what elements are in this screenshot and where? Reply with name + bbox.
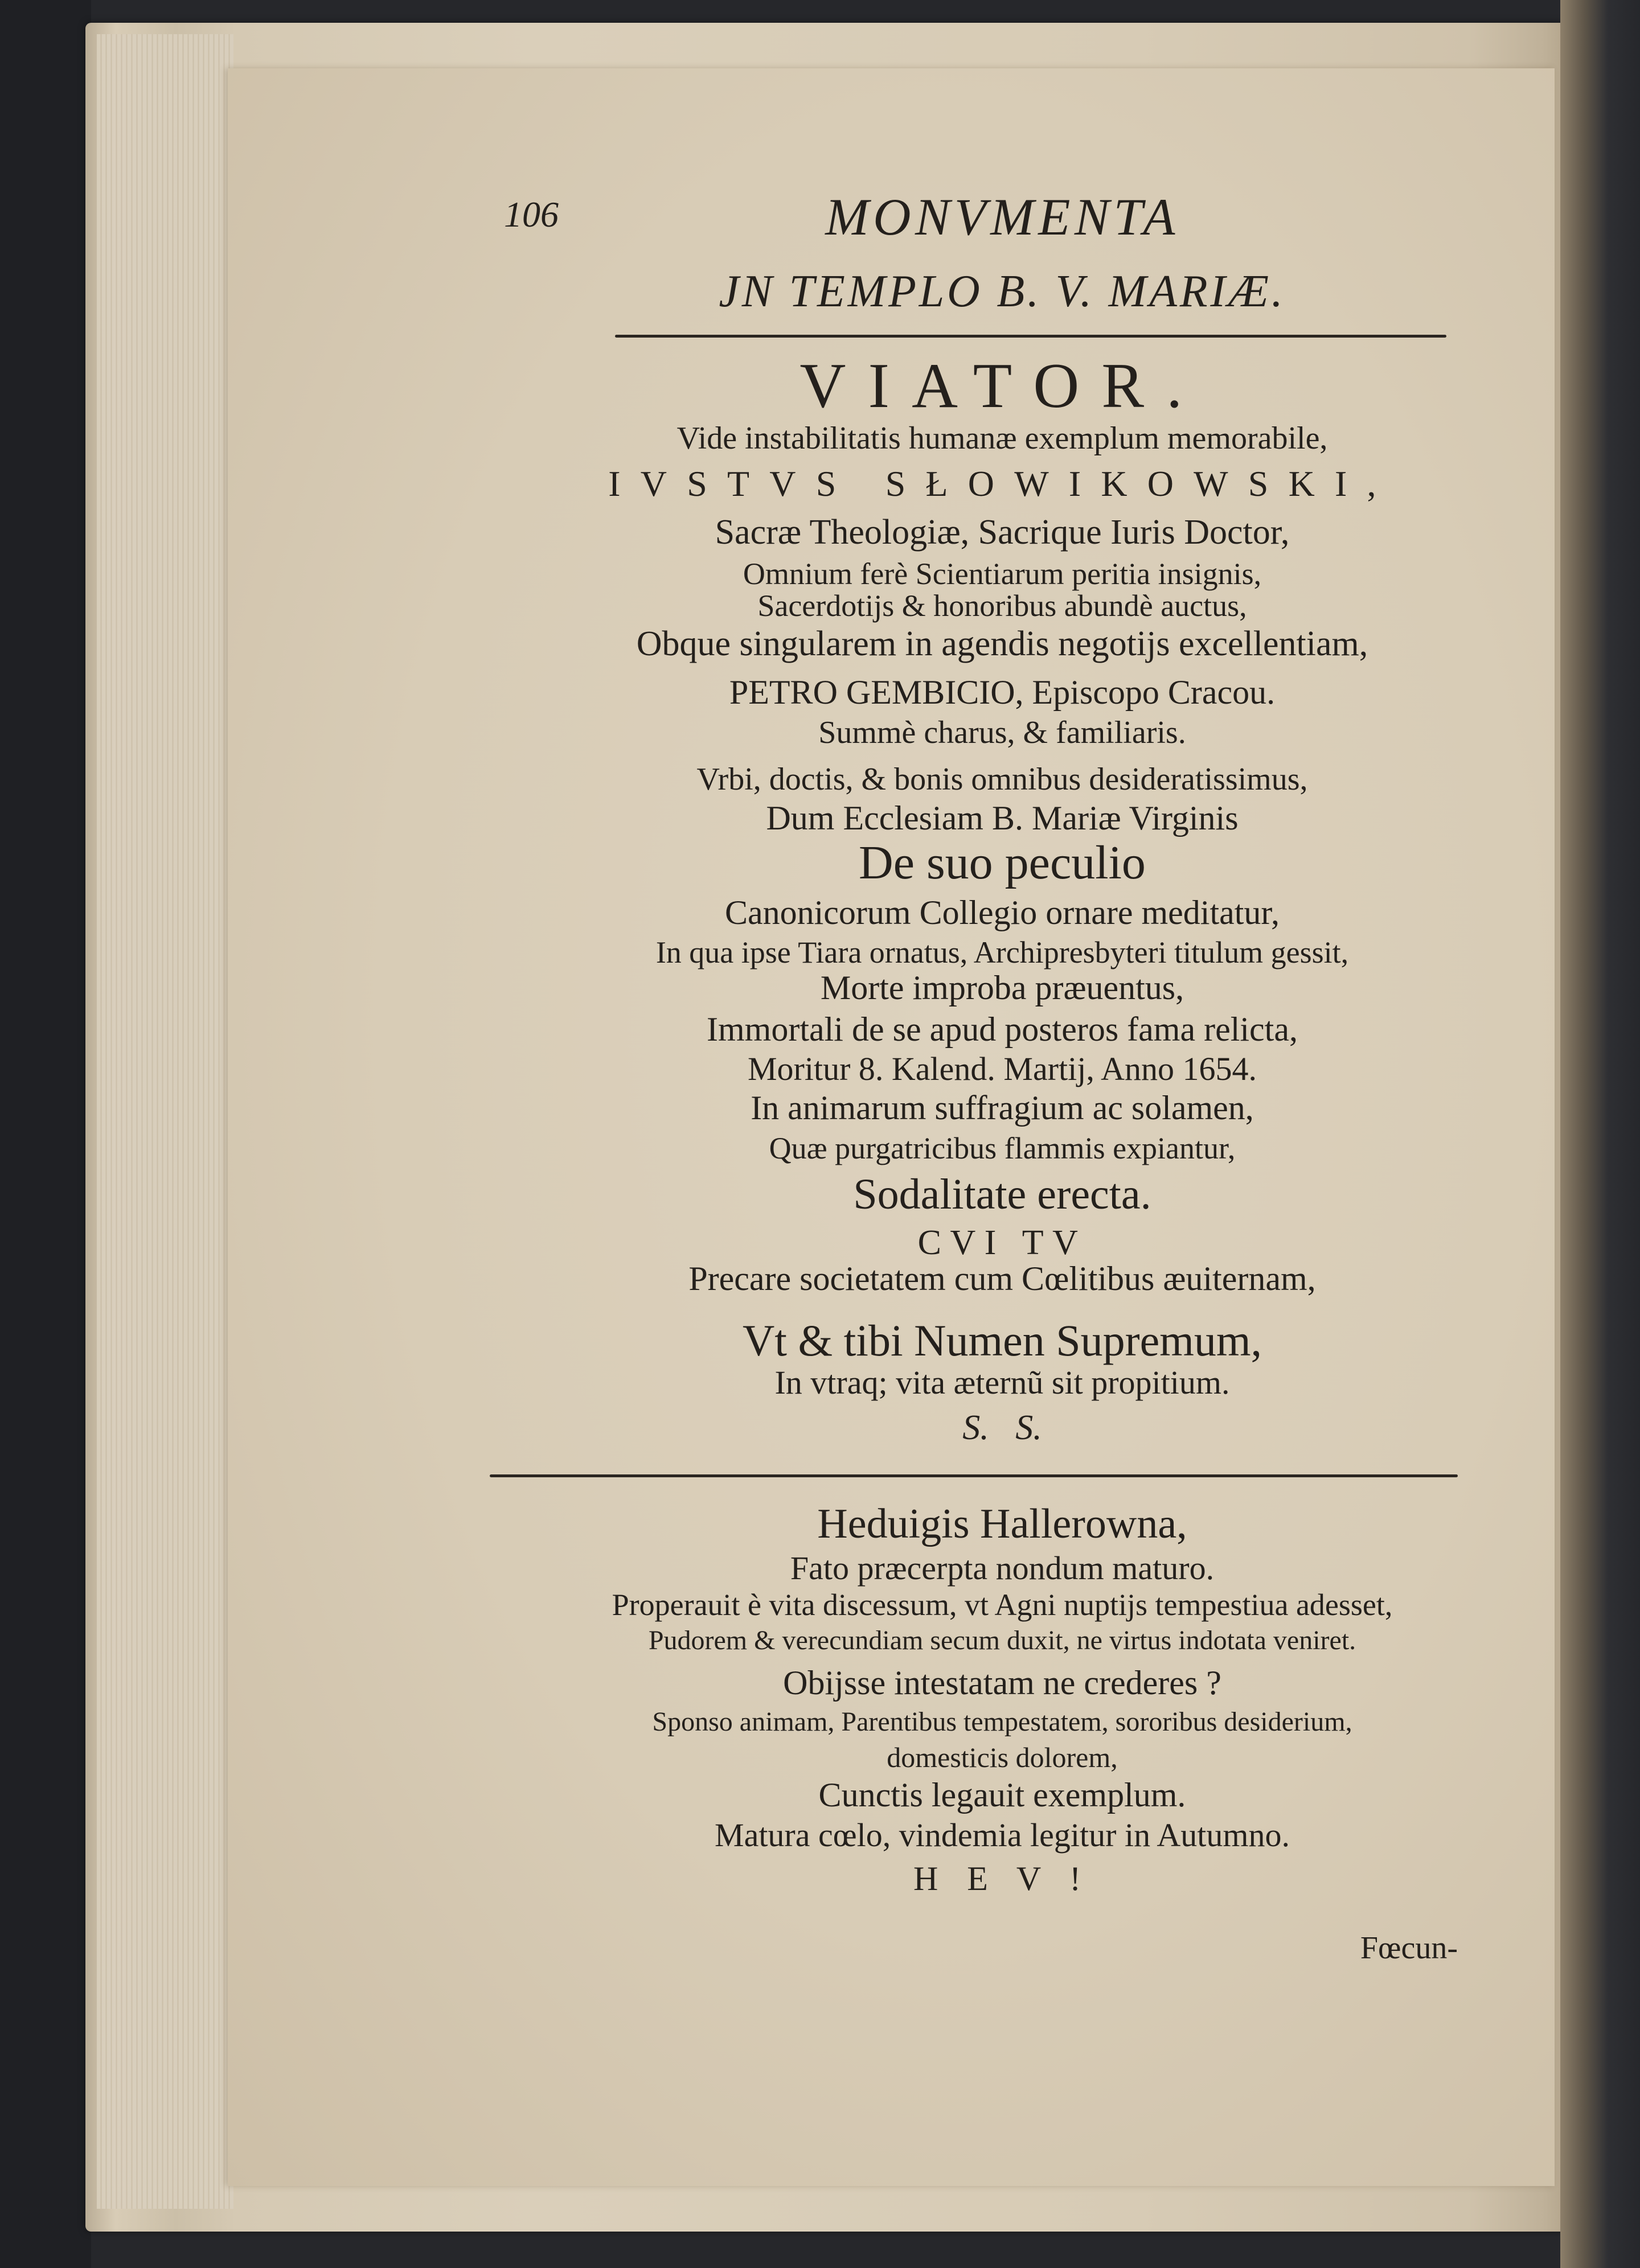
epitaph2-line: H E V ! (913, 1860, 1092, 1897)
epitaph2-title: Heduigis Hallerowna, (817, 1501, 1187, 1547)
page-edges (97, 34, 233, 2209)
epitaph-line: Sodalitate erecta. (853, 1170, 1151, 1218)
epitaph-line: Sacerdotijs & honoribus abundè auctus, (757, 589, 1247, 623)
epitaph-name: IVSTVS SŁOWIKOWSKI, (608, 463, 1396, 504)
epitaph2-line: Pudorem & verecundiam secum duxit, ne virtus indotata veniret. (648, 1625, 1356, 1655)
epitaph-line: In animarum suffragium ac solamen, (751, 1089, 1254, 1127)
epitaph2-line: Obijsse intestatam ne crederes ? (783, 1664, 1221, 1702)
epitaph-line: Canonicorum Collegio ornare meditatur, (724, 894, 1280, 931)
header-rule (615, 335, 1446, 338)
epitaph2-line: Properauit è vita discessum, vt Agni nuptijs tempestiua adesset, (612, 1588, 1393, 1622)
epitaph-line: PETRO GEMBICIO, Episcopo Cracou. (729, 673, 1276, 711)
epitaph-line: Omnium ferè Scientiarum peritia insignis, (743, 557, 1262, 591)
epitaph-line: Moritur 8. Kalend. Martij, Anno 1654. (747, 1050, 1257, 1087)
epitaph-line: Precare societatem cum Cœlitibus æuiternam, (688, 1260, 1316, 1297)
epitaph-line: Obque singularem in agendis negotijs excellentiam, (636, 624, 1368, 663)
section-rule (490, 1474, 1458, 1477)
epitaph-line: In qua ipse Tiara ornatus, Archipresbyteri titulum gessit, (655, 935, 1349, 969)
epitaph-line: Summè charus, & familiaris. (818, 715, 1186, 750)
epitaph-line: Dum Ecclesiam B. Mariæ Virginis (766, 799, 1239, 837)
epitaph-line: CVI TV (917, 1223, 1087, 1262)
epitaph-line: Morte improba præuentus, (820, 969, 1184, 1006)
epitaph-signature: S. S. (962, 1408, 1042, 1447)
epitaph2-line: Matura cœlo, vindemia legitur in Autumno. (715, 1817, 1290, 1854)
epitaph-line: Immortali de se apud posteros fama relicta, (707, 1010, 1298, 1048)
subtitle: JN TEMPLO B. V. MARIÆ. (719, 266, 1286, 317)
epitaph-line: Vt & tibi Numen Supremum, (742, 1316, 1262, 1365)
epitaph-line: Sacræ Theologiæ, Sacrique Iuris Doctor, (715, 513, 1290, 552)
catchword: Fœcun- (1360, 1930, 1458, 1966)
running-title: MONVMENTA (825, 188, 1179, 246)
epitaph2-line: Sponso animam, Parentibus tempestatem, sororibus desiderium, (652, 1707, 1352, 1737)
epitaph2-line: Fato præcerpta nondum maturo. (790, 1550, 1215, 1587)
epitaph-line: In vtraq; vita æternũ sit propitium. (774, 1364, 1230, 1401)
epitaph-title: VIATOR. (800, 351, 1205, 421)
epitaph-line: De suo peculio (859, 836, 1146, 889)
epitaph-line: Vrbi, doctis, & bonis omnibus desideratissimus, (696, 762, 1308, 797)
epitaph2-line: domesticis dolorem, (887, 1741, 1118, 1773)
epitaph-line: Vide instabilitatis humanæ exemplum memorabile, (676, 421, 1328, 456)
book-binding (1560, 0, 1640, 2268)
epitaph-line: Quæ purgatricibus flammis expiantur, (769, 1131, 1236, 1165)
page-number: 106 (504, 194, 559, 235)
background-left (0, 0, 91, 2268)
epitaph2-line: Cunctis legauit exemplum. (818, 1776, 1186, 1814)
